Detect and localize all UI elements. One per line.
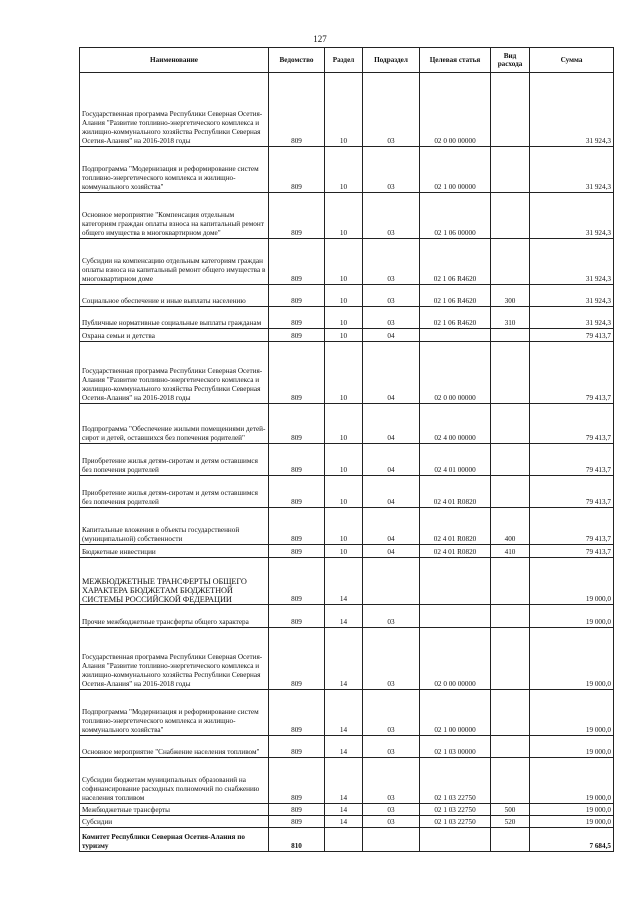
row-department: 809 xyxy=(269,476,325,508)
row-amount: 31 924,3 xyxy=(530,147,614,193)
row-expense-type xyxy=(491,628,530,690)
row-section: 14 xyxy=(325,804,363,816)
row-name: Подпрограмма "Модернизация и реформирование систем топливно-энергетического комплекса и жилищно-коммунального хозяйства" xyxy=(80,147,269,193)
table-row xyxy=(80,444,614,476)
row-target-article xyxy=(420,329,491,342)
row-subsection: 03 xyxy=(363,147,420,193)
row-department: 809 xyxy=(269,239,325,285)
row-name: МЕЖБЮДЖЕТНЫЕ ТРАНСФЕРТЫ ОБЩЕГО ХАРАКТЕРА БЮДЖЕТАМ БЮДЖЕТНОЙ СИСТЕМЫ РОССИЙСКОЙ ФЕДЕРАЦИИ xyxy=(80,558,269,605)
row-name: Подпрограмма "Модернизация и реформирование систем топливно-энергетического комплекса и жилищно-коммунального хозяйства" xyxy=(80,690,269,736)
row-subsection: 03 xyxy=(363,816,420,828)
row-name: Государственная программа Республики Северная Осетия-Алания "Развитие топливно-энергетического комплекса и жилищно-коммунального хозяйства Республики Северная Осетия-Алания" на 2016-2018 годы xyxy=(80,73,269,147)
row-target-article: 02 1 03 22750 xyxy=(420,804,491,816)
row-name: Основное мероприятие "Компенсация отдельным категориям граждан оплаты взноса на капитальный ремонт общего имущества в многоквартирном доме" xyxy=(80,193,269,239)
row-amount: 7 684,5 xyxy=(530,828,614,852)
row-section: 10 xyxy=(325,73,363,147)
row-department: 809 xyxy=(269,147,325,193)
row-name: Субсидии на компенсацию отдельным категориям граждан оплаты взноса на капитальный ремонт общего имущества в многоквартирном доме xyxy=(80,239,269,285)
row-target-article: 02 1 06 R4620 xyxy=(420,285,491,307)
row-name: Субсидии бюджетам муниципальных образований на софинансирование расходных полномочий по снабжению населения топливом xyxy=(80,758,269,804)
row-expense-type xyxy=(491,73,530,147)
row-expense-type xyxy=(491,828,530,852)
row-name: Подпрограмма "Обеспечение жилыми помещениями детей-сирот и детей, оставшихся без попечения родителей" xyxy=(80,404,269,444)
table-row xyxy=(80,758,614,804)
row-target-article: 02 4 00 00000 xyxy=(420,404,491,444)
row-department: 809 xyxy=(269,285,325,307)
row-expense-type xyxy=(491,329,530,342)
row-subsection: 03 xyxy=(363,736,420,758)
header-section: Раздел xyxy=(325,48,363,73)
table-row xyxy=(80,239,614,285)
row-subsection: 03 xyxy=(363,193,420,239)
row-section: 10 xyxy=(325,307,363,329)
row-expense-type xyxy=(491,342,530,404)
row-section: 10 xyxy=(325,147,363,193)
row-target-article: 02 1 03 22750 xyxy=(420,816,491,828)
row-section: 14 xyxy=(325,628,363,690)
row-amount: 19 000,0 xyxy=(530,558,614,605)
row-amount: 31 924,3 xyxy=(530,193,614,239)
row-expense-type xyxy=(491,404,530,444)
row-amount: 79 413,7 xyxy=(530,329,614,342)
row-section: 14 xyxy=(325,736,363,758)
header-expense-type: Вид расхода xyxy=(491,48,530,73)
row-name: Государственная программа Республики Северная Осетия-Алания "Развитие топливно-энергетического комплекса и жилищно-коммунального хозяйства Республики Северная Осетия-Алания" на 2016-2018 годы xyxy=(80,342,269,404)
header-subsection: Подраздел xyxy=(363,48,420,73)
row-department: 809 xyxy=(269,816,325,828)
row-amount: 19 000,0 xyxy=(530,690,614,736)
row-section: 10 xyxy=(325,545,363,558)
row-section: 14 xyxy=(325,758,363,804)
row-subsection: 03 xyxy=(363,285,420,307)
row-section: 10 xyxy=(325,476,363,508)
row-amount: 19 000,0 xyxy=(530,736,614,758)
row-department: 809 xyxy=(269,545,325,558)
row-subsection: 03 xyxy=(363,628,420,690)
row-department: 809 xyxy=(269,444,325,476)
row-subsection: 04 xyxy=(363,329,420,342)
row-target-article: 02 4 01 R0820 xyxy=(420,508,491,545)
row-name: Основное мероприятие "Снабжение населения топливом" xyxy=(80,736,269,758)
row-target-article xyxy=(420,605,491,628)
row-department: 809 xyxy=(269,404,325,444)
row-expense-type xyxy=(491,476,530,508)
header-target-article: Целевая статья xyxy=(420,48,491,73)
row-amount: 19 000,0 xyxy=(530,628,614,690)
table-row xyxy=(80,476,614,508)
row-name: Приобретение жилья детям-сиротам и детям оставшимся без попечения родителей xyxy=(80,476,269,508)
table-row xyxy=(80,285,614,307)
row-target-article: 02 1 00 00000 xyxy=(420,147,491,193)
row-department: 809 xyxy=(269,329,325,342)
row-section xyxy=(325,828,363,852)
row-amount: 79 413,7 xyxy=(530,508,614,545)
row-department: 810 xyxy=(269,828,325,852)
row-expense-type xyxy=(491,558,530,605)
row-subsection: 03 xyxy=(363,73,420,147)
row-name: Межбюджетные трансферты xyxy=(80,804,269,816)
header-department: Ведомство xyxy=(269,48,325,73)
row-name: Публичные нормативные социальные выплаты гражданам xyxy=(80,307,269,329)
row-amount: 79 413,7 xyxy=(530,545,614,558)
row-target-article: 02 1 06 R4620 xyxy=(420,307,491,329)
row-subsection: 04 xyxy=(363,545,420,558)
row-subsection: 04 xyxy=(363,476,420,508)
row-amount: 79 413,7 xyxy=(530,444,614,476)
table-row xyxy=(80,193,614,239)
row-subsection xyxy=(363,558,420,605)
row-name: Субсидии xyxy=(80,816,269,828)
row-expense-type: 300 xyxy=(491,285,530,307)
row-amount: 19 000,0 xyxy=(530,605,614,628)
row-expense-type xyxy=(491,605,530,628)
row-expense-type xyxy=(491,736,530,758)
row-name: Приобретение жилья детям-сиротам и детям оставшимся без попечения родителей xyxy=(80,444,269,476)
row-expense-type: 520 xyxy=(491,816,530,828)
table-row xyxy=(80,628,614,690)
page-number: 127 xyxy=(313,34,327,44)
table-row xyxy=(80,147,614,193)
row-subsection: 03 xyxy=(363,690,420,736)
row-department: 809 xyxy=(269,73,325,147)
table-row xyxy=(80,329,614,342)
row-section: 10 xyxy=(325,239,363,285)
row-subsection: 04 xyxy=(363,342,420,404)
row-subsection: 03 xyxy=(363,804,420,816)
row-target-article: 02 4 01 00000 xyxy=(420,444,491,476)
row-subsection: 04 xyxy=(363,444,420,476)
row-section: 10 xyxy=(325,444,363,476)
row-expense-type: 500 xyxy=(491,804,530,816)
row-name: Прочие межбюджетные трансферты общего характера xyxy=(80,605,269,628)
row-section: 14 xyxy=(325,690,363,736)
row-department: 809 xyxy=(269,508,325,545)
row-amount: 79 413,7 xyxy=(530,404,614,444)
row-name: Комитет Республики Северная Осетия-Алания по туризму xyxy=(80,828,269,852)
row-target-article: 02 0 00 00000 xyxy=(420,342,491,404)
table-row xyxy=(80,73,614,147)
row-target-article: 02 1 06 00000 xyxy=(420,193,491,239)
table-row xyxy=(80,605,614,628)
row-department: 809 xyxy=(269,628,325,690)
row-subsection: 03 xyxy=(363,239,420,285)
row-amount: 31 924,3 xyxy=(530,73,614,147)
table-row xyxy=(80,804,614,816)
row-department: 809 xyxy=(269,736,325,758)
row-target-article: 02 0 00 00000 xyxy=(420,73,491,147)
row-name: Бюджетные инвестиции xyxy=(80,545,269,558)
budget-table xyxy=(79,47,614,852)
row-subsection: 03 xyxy=(363,758,420,804)
row-section: 14 xyxy=(325,816,363,828)
row-amount: 79 413,7 xyxy=(530,476,614,508)
table-row xyxy=(80,558,614,605)
row-expense-type: 310 xyxy=(491,307,530,329)
table-row xyxy=(80,508,614,545)
row-name: Капитальные вложения в объекты государственной (муниципальной) собственности xyxy=(80,508,269,545)
row-subsection xyxy=(363,828,420,852)
row-subsection: 03 xyxy=(363,307,420,329)
row-amount: 19 000,0 xyxy=(530,816,614,828)
row-section: 14 xyxy=(325,558,363,605)
table-header-row xyxy=(80,48,614,73)
row-expense-type xyxy=(491,758,530,804)
row-subsection: 04 xyxy=(363,404,420,444)
row-name: Государственная программа Республики Северная Осетия-Алания "Развитие топливно-энергетического комплекса и жилищно-коммунального хозяйства Республики Северная Осетия-Алания" на 2016-2018 годы xyxy=(80,628,269,690)
row-amount: 31 924,3 xyxy=(530,307,614,329)
row-section: 14 xyxy=(325,605,363,628)
table-row xyxy=(80,828,614,852)
row-expense-type xyxy=(491,239,530,285)
row-department: 809 xyxy=(269,605,325,628)
row-department: 809 xyxy=(269,690,325,736)
header-amount: Сумма xyxy=(530,48,614,73)
row-section: 10 xyxy=(325,404,363,444)
row-section: 10 xyxy=(325,508,363,545)
row-expense-type xyxy=(491,147,530,193)
row-expense-type xyxy=(491,444,530,476)
row-name: Социальное обеспечение и иные выплаты населению xyxy=(80,285,269,307)
row-target-article: 02 1 03 00000 xyxy=(420,736,491,758)
table-row xyxy=(80,307,614,329)
row-amount: 19 000,0 xyxy=(530,804,614,816)
row-target-article: 02 1 06 R4620 xyxy=(420,239,491,285)
row-section: 10 xyxy=(325,342,363,404)
header-name: Наименование xyxy=(80,48,269,73)
row-department: 809 xyxy=(269,804,325,816)
table-row xyxy=(80,690,614,736)
row-department: 809 xyxy=(269,758,325,804)
row-expense-type: 410 xyxy=(491,545,530,558)
row-target-article: 02 0 00 00000 xyxy=(420,628,491,690)
row-name: Охрана семьи и детства xyxy=(80,329,269,342)
row-department: 809 xyxy=(269,193,325,239)
row-department: 809 xyxy=(269,558,325,605)
row-section: 10 xyxy=(325,193,363,239)
table-row xyxy=(80,545,614,558)
row-amount: 31 924,3 xyxy=(530,285,614,307)
row-expense-type: 400 xyxy=(491,508,530,545)
row-section: 10 xyxy=(325,329,363,342)
row-target-article: 02 1 00 00000 xyxy=(420,690,491,736)
row-expense-type xyxy=(491,193,530,239)
table-row xyxy=(80,816,614,828)
table-row xyxy=(80,404,614,444)
table-row xyxy=(80,736,614,758)
row-expense-type xyxy=(491,690,530,736)
row-target-article: 02 4 01 R0820 xyxy=(420,476,491,508)
row-section: 10 xyxy=(325,285,363,307)
row-subsection: 03 xyxy=(363,605,420,628)
row-target-article: 02 1 03 22750 xyxy=(420,758,491,804)
row-department: 809 xyxy=(269,342,325,404)
row-target-article xyxy=(420,558,491,605)
row-amount: 19 000,0 xyxy=(530,758,614,804)
row-target-article: 02 4 01 R0820 xyxy=(420,545,491,558)
row-amount: 79 413,7 xyxy=(530,342,614,404)
row-target-article xyxy=(420,828,491,852)
table-row xyxy=(80,342,614,404)
row-amount: 31 924,3 xyxy=(530,239,614,285)
row-department: 809 xyxy=(269,307,325,329)
row-subsection: 04 xyxy=(363,508,420,545)
